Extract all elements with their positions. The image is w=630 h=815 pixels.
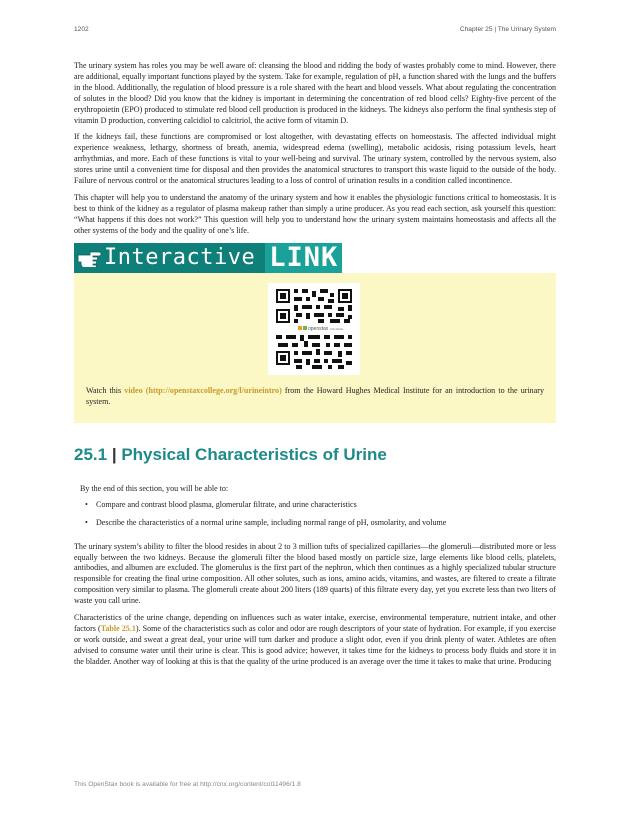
interactive-text-before: Watch this bbox=[86, 385, 125, 395]
chapter-title: Chapter 25 | The Urinary System bbox=[459, 26, 556, 33]
pointing-hand-icon bbox=[74, 243, 104, 273]
page-number: 1202 bbox=[74, 26, 89, 33]
page-content bbox=[74, 61, 556, 674]
intro-paragraph-1: The urinary system has roles you may be well aware of: cleansing the blood and ridding the body of wastes probably come to mind. However, there are additional, equally important functions played by the system. Take for example, regulation of pH, a function shared with the lungs and the buffers in the blood. Additionally, the regulation of blood pressure is a role shared with the heart and blood vessels. What about regulating the concentration of solutes in the blood? Did you know that the kidney is important in determining the concentration of red blood cells? Eighty-five percent of the erythropoietin (EPO) produced to stimulate red blood cell production is produced in the kidneys. The kidneys also perform the final synthesis step of vitamin D production, converting calcidiol to calcitriol, the active form of vitamin D. bbox=[74, 61, 556, 125]
section-heading bbox=[74, 445, 556, 465]
objective-item: • Describe the characteristics of a normal urine sample, including normal range of pH, osmolarity, and volume bbox=[96, 517, 556, 528]
section-body bbox=[74, 542, 556, 668]
video-link[interactable]: video (http://openstaxcollege.org/l/urineintro) bbox=[124, 385, 282, 395]
interactive-text-after: from the Howard Hughes Medical Institute for an introduction to the urinary system. bbox=[86, 385, 544, 406]
qr-code[interactable] bbox=[268, 283, 360, 375]
objectives-lead: By the end of this section, you will be able to: bbox=[80, 483, 229, 493]
section-paragraph-2 bbox=[74, 613, 556, 668]
table-reference-link[interactable]: Table 25.1 bbox=[100, 623, 136, 633]
page-footer: This OpenStax book is available for free at http://cnx.org/content/col11496/1.8 bbox=[74, 781, 301, 788]
interactive-link-banner bbox=[74, 243, 556, 273]
section-p2-after: ). Some of the characteristics such as color and odor are rough descriptors of your state of hydration. For example, if you exercise or work outside, and sweat a great deal, your urine will turn darker and produce a slight odor, even if you drink plenty of water. Athletes are often advised to consume water until their urine is clear. This is good advice; however, it takes time for the kidneys to process body fluids and store it in the bladder. Another way of looking at this is that the quality of the urine produced is an average over the time it takes to make that urine. Producing bbox=[74, 623, 556, 666]
section-number: 25.1 bbox=[74, 444, 108, 464]
interactive-link-text bbox=[86, 386, 544, 408]
qr-logo-subtext: COLLEGE bbox=[330, 326, 344, 331]
interactive-link-box bbox=[74, 273, 556, 423]
banner-link-text: LINK bbox=[265, 243, 342, 273]
objective-item: • Compare and contrast blood plasma, glomerular filtrate, and urine characteristics bbox=[96, 499, 556, 510]
intro-paragraph-2: If the kidneys fail, these functions are compromised or lost altogether, with devastating effects on homeostasis. The affected individual might experience weakness, lethargy, shortness of breath, anemia, widespread edema (swelling), metabolic acidosis, rising potassium levels, heart arrhythmias, and more. Each of these functions is vital to your well-being and survival. The urinary system, controlled by the nervous system, also stores urine until a convenient time for disposal and then provides the anatomical structures to transport this waste liquid to the outside of the body. Failure of nervous control or the anatomical structures leading to a loss of control of urination results in a condition called incontinence. bbox=[74, 132, 556, 186]
section-separator: | bbox=[111, 444, 117, 464]
learning-objectives bbox=[80, 483, 556, 528]
banner-interactive-text: Interactive bbox=[104, 243, 265, 273]
section-paragraph-1: The urinary system’s ability to filter the blood resides in about 2 to 3 million tufts of specialized capillaries—the glomeruli—distributed more or less equally between the two kidneys. Because the glomeruli filter the blood based mostly on particle size, large elements like blood cells, platelets, antibodies, and albumen are excluded. The glomerulus is the first part of the nephron, which then continues as a highly specialized tubular structure responsible for creating the final urine composition. All other solutes, such as ions, amino acids, vitamins, and wastes, are filtered to create a filtrate composition very similar to plasma. The glomeruli create about 200 liters (189 quarts) of this filtrate every day, yet you excrete less than two liters of waste you call urine. bbox=[74, 541, 556, 606]
section-title: Physical Characteristics of Urine bbox=[121, 444, 387, 464]
qr-logo-text: openstax bbox=[308, 325, 329, 332]
intro-paragraph-3: This chapter will help you to understand the anatomy of the urinary system and how it enables the physiologic functions critical to homeostasis. It is best to think of the kidney as a regulator of plasma makeup rather than simply a urine producer. As you read each section, ask yourself this question: “What happens if this does not work?” This question will help you to understand how the urinary system maintains homeostasis and affects all the other systems of the body and the quality of one’s life. bbox=[74, 192, 556, 235]
objectives-list bbox=[80, 499, 556, 528]
section-p2-before: Characteristics of the urine change, depending on influences such as water intake, exercise, environmental temperature, nutrient intake, and other factors ( bbox=[74, 613, 556, 633]
